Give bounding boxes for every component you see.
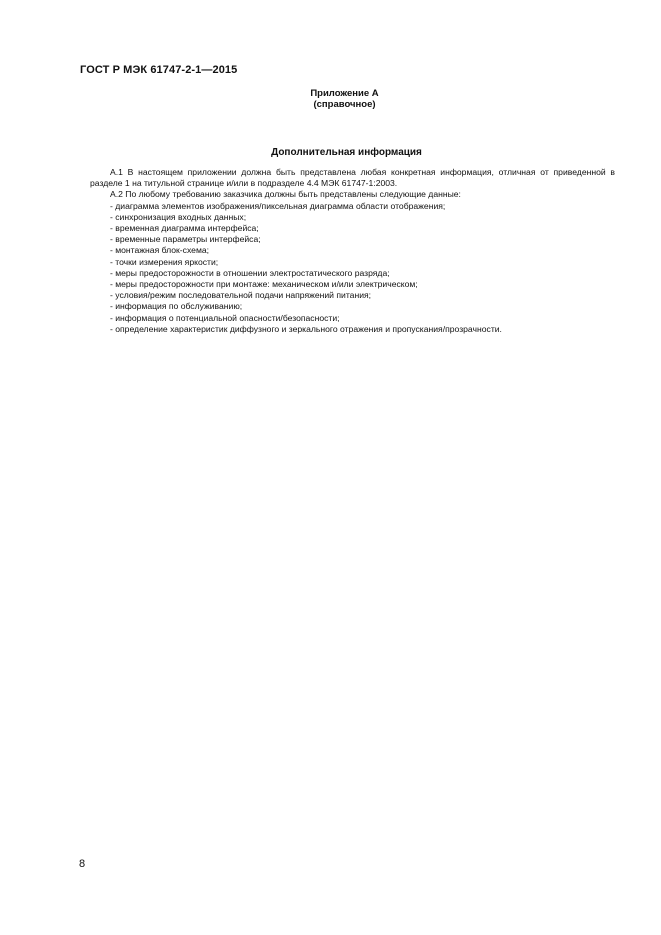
list-item: - меры предосторожности в отношении электростатического разряда; [110,267,390,278]
paragraph-a1: А.1 В настоящем приложении должна быть представлена любая конкретная информация, отличная от приведенной в разделе 1 на титульной странице и/или в подразделе 4.4 МЭК 61747-1:2003. [90,167,615,189]
requirements-list [90,201,615,335]
list-item: - диаграмма элементов изображения/пиксельная диаграмма области отображения; [110,200,446,211]
list-item: - меры предосторожности при монтаже: механическом и/или электрическом; [110,279,418,290]
appendix-title: Приложение А [310,88,379,99]
list-item: - синхронизация входных данных; [110,211,247,222]
section-title: Дополнительная информация [271,147,422,158]
list-item: - точки измерения яркости; [110,256,219,267]
body-text [90,167,615,335]
list-item: - информация о потенциальной опасности/безопасности; [110,312,340,323]
standard-code-header: ГОСТ Р МЭК 61747-2-1—2015 [80,64,238,76]
list-item: - условия/режим последовательной подачи напряжений питания; [110,290,372,301]
list-item: - монтажная блок-схема; [110,245,210,256]
appendix-heading [0,88,661,110]
paragraph-a2: А.2 По любому требованию заказчика должны быть представлены следующие данные: [110,189,461,200]
page-number: 8 [79,858,86,870]
list-item: - определение характеристик диффузного и зеркального отражения и пропускания/прозрачности. [110,323,502,334]
list-item: - временные параметры интерфейса; [110,234,261,245]
section-title-wrap [0,147,661,158]
appendix-subtitle: (справочное) [313,99,376,110]
list-item: - временная диаграмма интерфейса; [110,223,259,234]
list-item: - информация по обслуживанию; [110,301,243,312]
